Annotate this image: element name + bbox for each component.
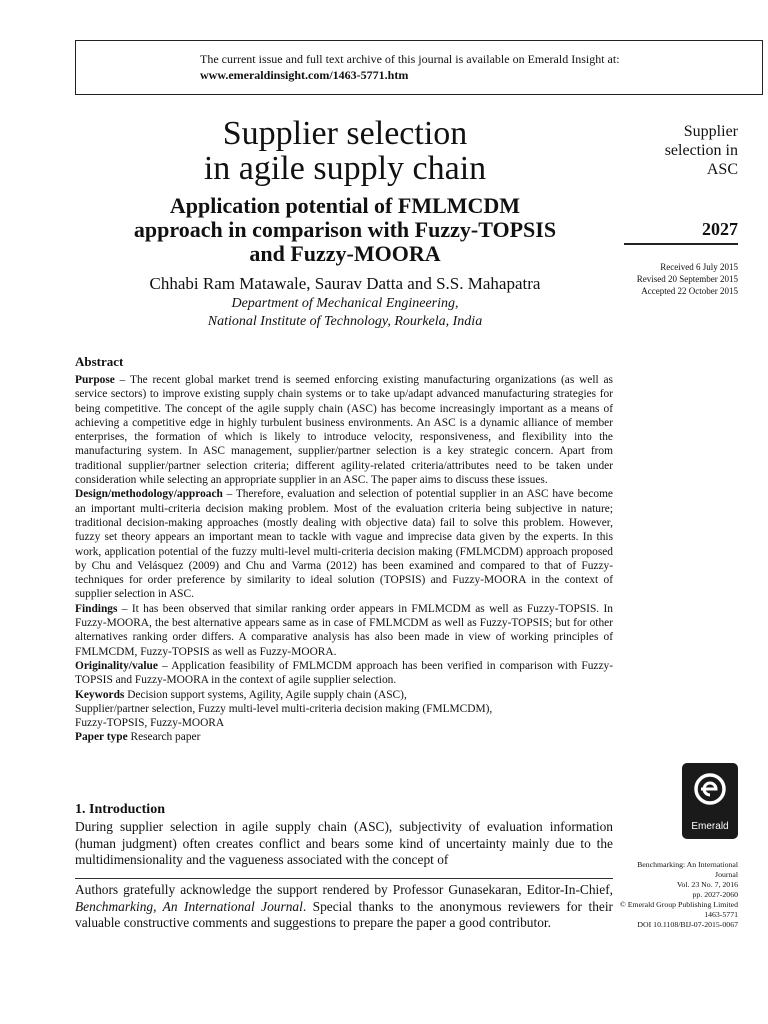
article-title	[75, 116, 615, 186]
originality-text: – Application feasibility of FMLMCDM approach has been verified in comparison with Fuzzy-TOPSIS and Fuzzy-MOORA in the context of agile supplier selection.	[75, 659, 613, 687]
footnote-text: . Special thanks to the anonymous reviewers for their valuable constructive comments and suggestions to prepare the paper a good contributor.	[75, 898, 614, 930]
journal-info-line: Benchmarking: An International	[637, 860, 738, 869]
running-title	[600, 122, 738, 179]
logo-wordmark: Emerald	[691, 821, 729, 832]
keywords-line: Fuzzy-TOPSIS, Fuzzy-MOORA	[75, 717, 225, 730]
notice-text: The current issue and full text archive of this journal is available on Emerald Insight at:	[200, 52, 620, 66]
date-received: Received 6 July 2015	[660, 262, 738, 272]
subtitle-line: approach in comparison with Fuzzy-TOPSIS	[133, 217, 557, 242]
subtitle-line: and Fuzzy-MOORA	[249, 241, 441, 266]
acknowledgement-footnote	[75, 882, 613, 932]
paper-type-label: Paper type	[75, 731, 128, 744]
journal-notice-box	[75, 40, 763, 95]
running-title-line: ASC	[706, 161, 738, 178]
subtitle-line: Application potential of FMLMCDM	[169, 193, 521, 218]
journal-info-line: 1463-5771	[704, 910, 738, 919]
abstract-keywords	[75, 688, 613, 731]
affiliation-line: National Institute of Technology, Rourkela, India	[207, 314, 483, 329]
journal-info-line: DOI 10.1108/BIJ-07-2015-0067	[637, 920, 738, 929]
journal-info-line: Journal	[715, 870, 738, 879]
journal-info-line: © Emerald Group Publishing Limited	[619, 900, 738, 909]
journal-info-line: pp. 2027-2060	[692, 890, 738, 899]
footnote-text: Authors gratefully acknowledge the support rendered by Professor Gunasekaran, Editor-In-Chief,	[75, 882, 613, 897]
running-title-line: selection in	[664, 142, 738, 159]
emerald-logo	[682, 763, 738, 839]
abstract-findings	[75, 602, 613, 659]
keywords-line: Decision support systems, Agility, Agile supply chain (ASC),	[124, 688, 407, 701]
footnote-journal-name: Benchmarking, An International Journal	[75, 898, 303, 914]
title-line: Supplier selection	[222, 115, 468, 152]
authors: Chhabi Ram Matawale, Saurav Datta and S.S. Mahapatra	[149, 274, 541, 293]
findings-text: – It has been observed that similar ranking order appears in FMLMCDM as well as Fuzzy-TOPSIS. In Fuzzy-MOORA, the best alternative appears same as in case of FMLMCDM as well as Fuzzy-TOPSIS; but for other alternatives ranking order differs. A comparative analysis has also been made in view of working principles of FMLMCDM, Fuzzy-TOPSIS as well as Fuzzy-MOORA.	[75, 602, 613, 658]
abstract-paper-type	[75, 730, 613, 744]
keywords-label: Keywords	[75, 688, 125, 701]
abstract-body	[75, 373, 613, 745]
page-number: 2027	[702, 219, 738, 239]
date-revised: Revised 20 September 2015	[636, 274, 738, 284]
title-line: in agile supply chain	[203, 150, 487, 187]
journal-url-link[interactable]: www.emeraldinsight.com/1463-5771.htm	[200, 68, 409, 82]
journal-info-line: Vol. 23 No. 7, 2016	[676, 880, 738, 889]
sidebar-divider	[624, 243, 738, 245]
section-heading-introduction: 1. Introduction	[75, 802, 165, 817]
article-subtitle	[75, 194, 615, 266]
abstract-purpose	[75, 373, 613, 487]
running-title-line: Supplier	[683, 123, 738, 140]
journal-info	[600, 860, 738, 930]
affiliation	[75, 295, 615, 331]
originality-label: Originality/value	[75, 659, 158, 672]
abstract-originality	[75, 659, 613, 688]
footnote-divider	[75, 878, 613, 879]
abstract-design	[75, 487, 613, 601]
design-text: – Therefore, evaluation and selection of potential supplier in an ASC have become an important multi-criteria decision making problem. Most of the evaluation criteria being subjective in nature; traditional decision-making approaches (mostly dealing with objective data) fail to solve this problem. However, fuzzy set theory appears an important mean to tackle with vague and imprecise data given by the experts. In this work, application potential of the fuzzy multi-level multi-criteria decision making (FMLMCDM) approach proposed by Chu and Velásquez (2009) and Chu and Varma (2012) has been examined and compared to that of Fuzzy-techniques for order preference by similarity to ideal solution (TOPSIS) and Fuzzy-MOORA in the context of supplier selection in ASC.	[75, 488, 613, 601]
purpose-label: Purpose	[75, 374, 115, 386]
date-accepted: Accepted 22 October 2015	[641, 286, 738, 296]
article-dates	[600, 261, 738, 297]
paper-type-text: Research paper	[127, 731, 201, 744]
emerald-logo-icon	[692, 771, 728, 807]
keywords-line: Supplier/partner selection, Fuzzy multi-level multi-criteria decision making (FMLMCDM),	[75, 702, 493, 715]
affiliation-line: Department of Mechanical Engineering,	[231, 296, 459, 311]
introduction-text: During supplier selection in agile supply chain (ASC), subjectivity of evaluation information (human judgment) often creates conflict and bears some kind of uncertainty mainly due to the multidimensionality and the vagueness associated with the concept of	[75, 819, 613, 867]
design-label: Design/methodology/approach	[75, 488, 223, 501]
purpose-text: – The recent global market trend is seemed enforcing existing manufacturing organizations (as well as service sectors) to improve existing supply chain systems or to take up/adapt advanced manufacturing strategies for being competitive. The concept of the agile supply chain (ASC) has become increasingly important as a means of achieving a competitive edge in highly turbulent business environments. An ASC is a dynamic alliance of member enterprises, the formation of which is likely to introduce velocity, responsiveness, and flexibility into the manufacturing system. In ASC management, supplier/partner selection is a key strategic concern. Apart from traditional supplier/partner selection criteria; different agility-related criteria/attributes need to be taken under consideration while selecting an appropriate supplier in an ASC. The paper aims to discuss these issues.	[75, 374, 613, 487]
abstract-heading: Abstract	[75, 354, 124, 369]
findings-label: Findings	[75, 602, 118, 615]
